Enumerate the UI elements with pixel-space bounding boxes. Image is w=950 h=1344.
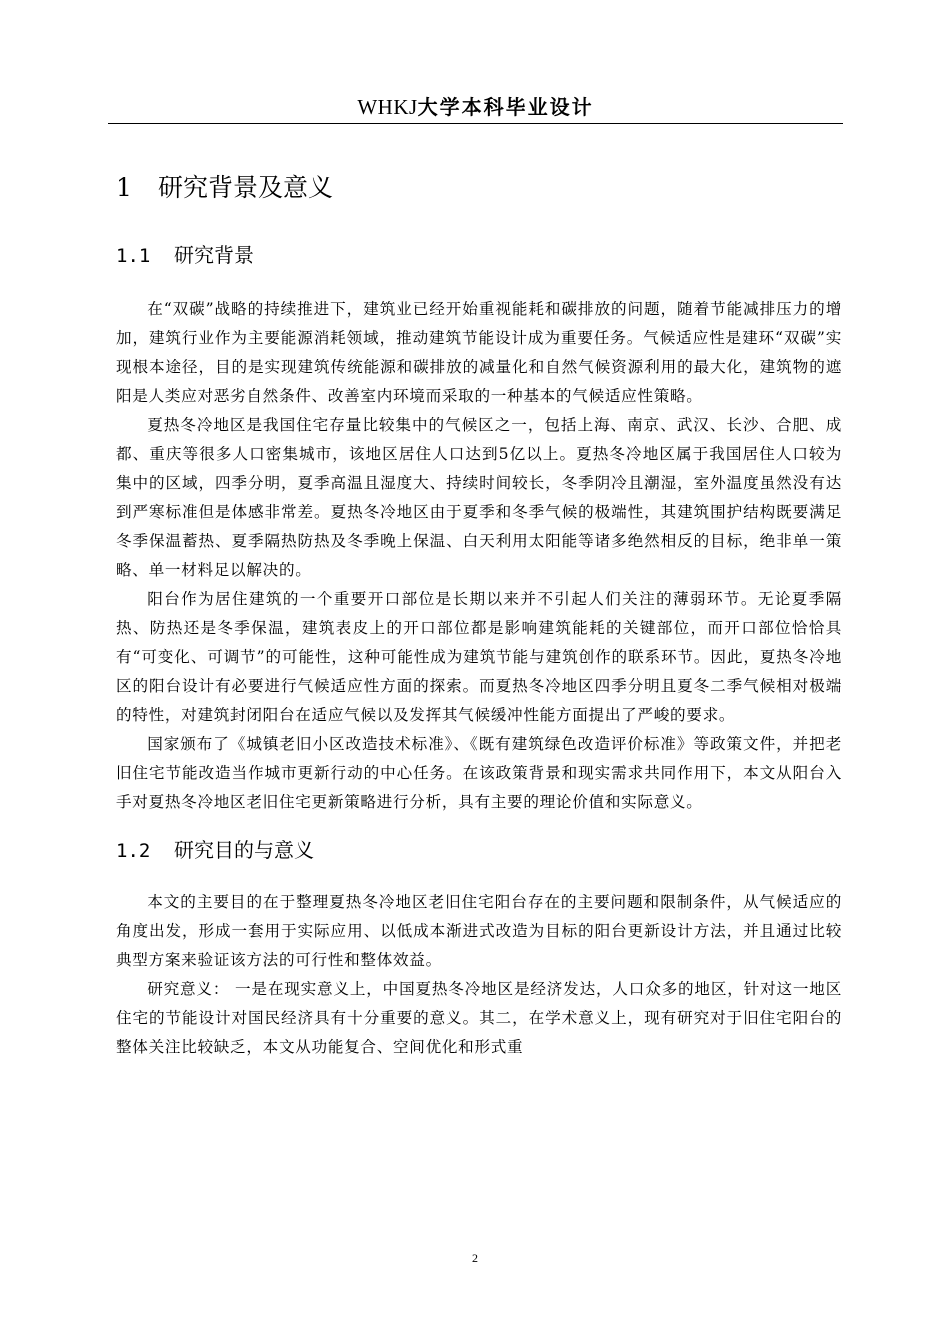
section-title: 研究背景 bbox=[174, 243, 254, 267]
section-heading-1-1 bbox=[116, 238, 842, 273]
section-number: 1.1 bbox=[116, 245, 151, 267]
chapter-heading bbox=[116, 158, 842, 218]
page-number: 2 bbox=[472, 1251, 478, 1265]
page-header bbox=[108, 92, 843, 122]
body-paragraph: 研究意义： 一是在现实意义上，中国夏热冬冷地区是经济发达，人口众多的地区，针对这一地区住宅的节能设计对国民经济具有十分重要的意义。其二，在学术意义上，现有研究对于旧住宅阳台的整体关注比较缺乏，本文从功能复合、空间优化和形式重 bbox=[116, 980, 842, 1056]
body-paragraph: 夏热冬冷地区是我国住宅存量比较集中的气候区之一，包括上海、南京、武汉、长沙、合肥、成都、重庆等很多人口密集城市，该地区居住人口达到5亿以上。夏热冬冷地区属于我国居住人口较为集中的区域，四季分明，夏季高温且湿度大、持续时间较长，冬季阴冷且潮湿，室外温度虽然没有达到严寒标准但是体感非常差。夏热冬冷地区由于夏季和冬季气候的极端性，其建筑围护结构既要满足冬季保温蓄热、夏季隔热防热及冬季晚上保温、白天利用太阳能等诸多绝然相反的目标，绝非单一策略、单一材料足以解决的。 bbox=[116, 416, 842, 579]
page-body bbox=[116, 158, 842, 1062]
body-paragraph: 在“双碳”战略的持续推进下，建筑业已经开始重视能耗和碳排放的问题，随着节能减排压力的增加，建筑行业作为主要能源消耗领域，推动建筑节能设计成为重要任务。气候适应性是建环“双碳”实现根本途径，目的是实现建筑传统能源和碳排放的减量化和自然气候资源利用的最大化，建筑物的遮阳是人类应对恶劣自然条件、改善室内环境而采取的一种基本的气候适应性策略。 bbox=[116, 300, 842, 405]
body-paragraph: 阳台作为居住建筑的一个重要开口部位是长期以来并不引起人们关注的薄弱环节。无论夏季隔热、防热还是冬季保温，建筑表皮上的开口部位都是影响建筑能耗的关键部位，而开口部位恰恰具有“可变化、可调节”的可能性，这种可能性成为建筑节能与建筑创作的联系环节。因此，夏热冬冷地区的阳台设计有必要进行气候适应性方面的探索。而夏热冬冷地区四季分明且夏冬二季气候相对极端的特性，对建筑封闭阳台在适应气候以及发挥其气候缓冲性能方面提出了严峻的要求。 bbox=[116, 590, 842, 724]
section-title: 研究目的与意义 bbox=[174, 838, 314, 862]
header-title: 大学本科毕业设计 bbox=[417, 95, 594, 119]
chapter-number: 1 bbox=[116, 173, 132, 202]
section-number: 1.2 bbox=[116, 840, 151, 862]
section-heading-1-2 bbox=[116, 833, 842, 868]
chapter-title: 研究背景及意义 bbox=[158, 173, 334, 202]
header-rule bbox=[108, 123, 843, 124]
body-paragraph: 本文的主要目的在于整理夏热冬冷地区老旧住宅阳台存在的主要问题和限制条件，从气候适应的角度出发，形成一套用于实际应用、以低成本渐进式改造为目标的阳台更新设计方法，并且通过比较典型方案来验证该方法的可行性和整体效益。 bbox=[116, 893, 842, 969]
body-paragraph: 国家颁布了《城镇老旧小区改造技术标准》、《既有建筑绿色改造评价标准》等政策文件，并把老旧住宅节能改造当作城市更新行动的中心任务。在该政策背景和现实需求共同作用下，本文从阳台入手对夏热冬冷地区老旧住宅更新策略进行分析，具有主要的理论价值和实际意义。 bbox=[116, 735, 842, 811]
header-prefix: WHKJ bbox=[357, 95, 418, 119]
